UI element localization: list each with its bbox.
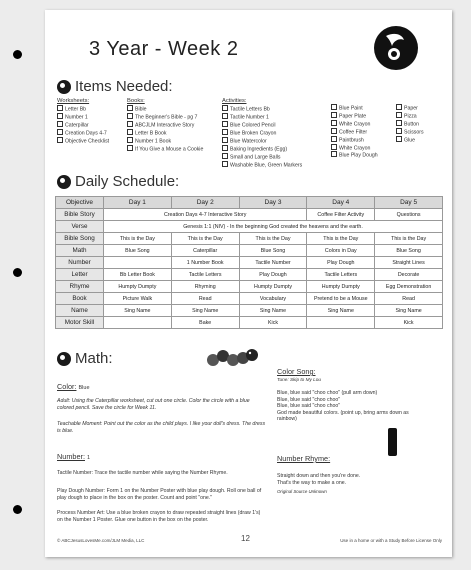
binder-hole [13,268,22,277]
schedule-cell: Caterpillar [171,245,239,257]
schedule-cell: Sing Name [375,305,443,317]
schedule-row [56,257,443,269]
checklist-item: Glue [396,136,424,144]
footer-license: Use in a home or with a Study Before License Only [340,538,442,543]
checklist-item: Washable Blue, Green Markers [222,161,302,169]
schedule-cell: Number [56,257,104,269]
color-song-title: Color Song: [277,367,316,376]
schedule-header-cell: Day 1 [104,197,172,209]
number-one-icon [388,428,397,456]
schedule-cell: Sing Name [307,305,375,317]
checklist-item: Objective Checklist [57,137,109,145]
process-number-art-text: Process Number Art: Use a blue broken crayon to draw repeated straight lines (draw 1's) on the Number 1 Poster. Glue one button in the box on the poster. [57,510,261,523]
schedule-cell: This is the Day [307,233,375,245]
schedule-cell: This is the Day [171,233,239,245]
schedule-cell: Tactile Number [239,257,307,269]
schedule-cell: Genesis 1:1 (NIV) - In the beginning God created the heavens and the earth. [104,221,443,233]
checklist-item: ABCJLM Interactive Story [127,121,203,129]
number-rhyme-source: Original Source Unknown [277,489,327,494]
schedule-cell: Bible Story [56,209,104,221]
checklist-item: Paper [396,104,424,112]
schedule-cell: Decorate [375,269,443,281]
lyric-line: Straight down and then you're done. [277,473,361,479]
color-label: Color: Blue [57,382,90,391]
lyric-line: God made beautiful colors. (point up, bring arms down as rainbow) [277,409,409,422]
daily-schedule-heading: Daily Schedule: [57,173,179,190]
checklist-item: Baking Ingredients (Egg) [222,145,302,153]
schedule-header-cell: Day 3 [239,197,307,209]
activities-list: Activities: Tactile Letters Bb Tactile Number 1 Blue Colored Pencil Blue Broken Crayon Blue Watercolor Baking Ingredients (Egg) Small and Large Balls Washable Blue, Green Markers [222,98,303,169]
schedule-cell: Blue Song [104,245,172,257]
schedule-cell: Kick [375,317,443,329]
schedule-row [56,293,443,305]
schedule-cell: Sing Name [239,305,307,317]
schedule-cell: Verse [56,221,104,233]
schedule-cell: Sing Name [104,305,172,317]
schedule-header-cell: Day 5 [375,197,443,209]
binder-hole [13,505,22,514]
schedule-row [56,281,443,293]
schedule-cell: Humpty Dumpty [104,281,172,293]
page-number: 12 [241,534,250,543]
schedule-cell: Tactile Letters [307,269,375,281]
schedule-cell: Motor Skill [56,317,104,329]
checklist-item: Paper Plate [331,112,378,120]
checklist-item: Blue Play Dough [331,151,378,159]
schedule-cell: Humpty Dumpty [307,281,375,293]
schedule-cell: Play Dough [239,269,307,281]
math-heading: Math: [57,350,113,367]
checklist-item: Coffee Filter [331,128,378,136]
schedule-cell: Bake [171,317,239,329]
page-title: 3 Year - Week 2 [89,38,239,60]
checklist-item: Tactile Number 1 [222,113,302,121]
schedule-cell: Bible Song [56,233,104,245]
checklist-item: Small and Large Balls [222,153,302,161]
checklist-item: White Crayon [331,120,378,128]
checklist-item: Number 1 [57,113,109,121]
checklist-item: White Crayon [331,144,378,152]
schedule-row [56,233,443,245]
number-label: Number: 1 [57,452,91,461]
checklist-item: Creation Days 4-7 [57,129,109,137]
schedule-cell: 1 Number Book [171,257,239,269]
schedule-cell [307,317,375,329]
schedule-row [56,305,443,317]
number-rhyme-lyrics [277,473,427,486]
schedule-cell: Sing Name [171,305,239,317]
schedule-cell: Questions [375,209,443,221]
worksheets-list: Worksheets: Letter Bb Number 1 Caterpillar Creation Days 4-7 Objective Checklist [57,98,110,145]
checklist-item: Number 1 Book [127,137,203,145]
color-song-tune: Tune: Skip to My Lou [277,377,321,382]
schedule-header-cell: Objective [56,197,104,209]
checklist-item: If You Give a Mouse a Cookie [127,145,203,153]
schedule-cell: Blue Song [375,245,443,257]
schedule-table [55,196,443,329]
schedule-row [56,317,443,329]
schedule-cell: Picture Walk [104,293,172,305]
lyric-line: Blue, blue said "choo choo" (pull arm down) [277,390,378,396]
schedule-cell: This is the Day [104,233,172,245]
lyric-line: Blue, blue said "choo choo" [277,403,341,409]
number-rhyme-title: Number Rhyme: [277,454,331,463]
schedule-cell [104,317,172,329]
checklist-item: Paintbrush [331,136,378,144]
schedule-cell: Read [171,293,239,305]
checklist-item: Blue Broken Crayon [222,129,302,137]
checklist-item: Blue Watercolor [222,137,302,145]
schedule-row [56,245,443,257]
checklist-item: Tactile Letters Bb [222,105,302,113]
schedule-cell: Math [56,245,104,257]
schedule-cell: This is the Day [375,233,443,245]
schedule-cell: Creation Days 4-7 Interactive Story [104,209,307,221]
schedule-cell: Humpty Dumpty [239,281,307,293]
books-list: Books: Bible The Beginner's Bible - pg 7 ABCJLM Interactive Story Letter B Book Number 1 Book If You Give a Mouse a Cookie [127,98,204,153]
schedule-header-cell: Day 4 [307,197,375,209]
checklist-item: Scissors [396,128,424,136]
schedule-cell: Bb Letter Book [104,269,172,281]
schedule-cell: Straight Lines [375,257,443,269]
logo-bullet-icon [57,80,71,94]
misc-list-1 [331,104,378,159]
schedule-cell: Vocabulary [239,293,307,305]
checklist-item: Bible [127,105,203,113]
schedule-header-cell: Day 2 [171,197,239,209]
schedule-row [56,209,443,221]
tactile-number-text: Tactile Number: Trace the tactile number while saying the Number Rhyme. [57,470,228,476]
schedule-cell: Rhyme [56,281,104,293]
schedule-cell: Pretend to be a Mouse [307,293,375,305]
lyric-line: Blue, blue said "choo choo" [277,396,341,403]
logo-icon [372,24,420,72]
lyric-line: That's the way to make a one. [277,479,347,486]
schedule-cell: Play Dough [307,257,375,269]
schedule-cell: Letter [56,269,104,281]
misc-list-2 [396,104,424,144]
checklist-item: Caterpillar [57,121,109,129]
schedule-cell: This is the Day [239,233,307,245]
adult-instructions: Adult: Using the Caterpillar worksheet, cut out one circle. Color the circle with a blue colored pencil. Save the circle for Week 11. [57,398,250,411]
checklist-item: Button [396,120,424,128]
schedule-cell: Book [56,293,104,305]
items-needed-heading: Items Needed: [57,78,173,95]
schedule-cell: Egg Demonstration [375,281,443,293]
worksheet-page [45,10,452,557]
schedule-cell: Tactile Letters [171,269,239,281]
teachable-moment: Teachable Moment: Point out the color as the child plays. I like your doll's dress. The dress is blue. [57,421,266,434]
footer-copyright: © ABCJesusLovesMe.com/JLM Media, LLC [57,538,145,543]
logo-bullet-icon [57,352,71,366]
checklist-item: Blue Paint [331,104,378,112]
checklist-item: The Beginner's Bible - pg 7 [127,113,203,121]
schedule-cell: Kick [239,317,307,329]
caterpillar-icon [205,346,261,372]
binder-hole [13,50,22,59]
schedule-cell [104,257,172,269]
checklist-item: Pizza [396,112,424,120]
checklist-item: Letter Bb [57,105,109,113]
schedule-cell: Coffee Filter Activity [307,209,375,221]
schedule-row [56,221,443,233]
checklist-item: Blue Colored Pencil [222,121,302,129]
schedule-cell: Name [56,305,104,317]
checklist-item: Letter B Book [127,129,203,137]
schedule-cell: Rhyming [171,281,239,293]
play-dough-number-text: Play Dough Number: Form 1 on the Number Poster with blue play dough. Roll one ball of play dough to place in the box on the poster. Count and point "one." [57,488,262,501]
color-song-lyrics [277,390,427,423]
schedule-cell: Read [375,293,443,305]
schedule-row [56,269,443,281]
schedule-cell: Blue Song [239,245,307,257]
logo-bullet-icon [57,175,71,189]
schedule-cell: Colors in Day [307,245,375,257]
